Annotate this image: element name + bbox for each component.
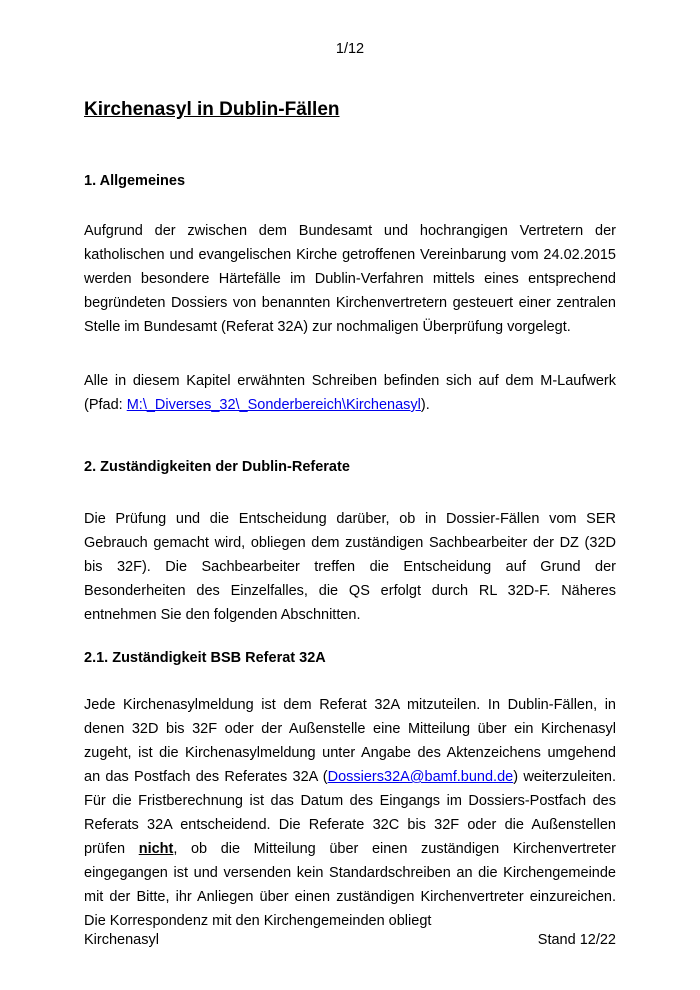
path-link[interactable]: M:\_Diverses_32\_Sonderbereich\Kirchenasyl bbox=[126, 397, 421, 413]
section-2-1-text-2: ) weiterzuleiten. Für die Fristberechnung ist das Datum des Eingangs im Dossiers-Postfach des Referats 32A entscheidend. Die Referate 32C bis 32F oder die Außenstellen prüfen bbox=[84, 769, 617, 857]
section-2-paragraph-1: Die Prüfung und die Entscheidung darüber, ob in Dossier-Fällen vom SER Gebrauch gemacht wird, obliegen dem zuständigen Sachbearbeiter der DZ (32D bis 32F). Die Sachbearbeiter treffen die Entscheidung auf Grund der Besonderheiten des Einzelfalles, die QS erfolgt durch RL 32D-F. Näheres entnehmen Sie den folgenden Abschnitten. bbox=[84, 511, 616, 623]
section-1-paragraph-1: Aufgrund der zwischen dem Bundesamt und hochrangigen Vertretern der katholischen und evangelischen Kirche getroffenen Vereinbarung vom 24.02.2015 werden besondere Härtefälle im Dublin-Verfahren mittels eines entsprechend begründeten Dossiers von benannten Kirchenvertretern gesteuert einer zentralen Stelle im Bundesamt (Referat 32A) zur nochmaligen Überprüfung vorgelegt. bbox=[84, 223, 616, 335]
document-title: Kirchenasyl in Dublin-Fällen bbox=[84, 99, 340, 120]
section-1-title: . Allgemeines bbox=[92, 173, 186, 189]
footer-left: Kirchenasyl bbox=[84, 932, 159, 948]
path-outro-text: ). bbox=[420, 397, 430, 413]
emphasis-nicht: nicht bbox=[138, 841, 174, 857]
footer-right: Stand 12/22 bbox=[537, 932, 616, 948]
section-1-number: 1 bbox=[84, 173, 93, 189]
section-2-1-text-1: Jede Kirchenasylmeldung ist dem Referat 32A mitzuteilen. In Dublin-Fällen, in denen 32D bis 32F oder der Außenstelle eine Mitteilung über ein Kirchenasyl zugeht, ist die Kirchenasylmeldung unter Angabe des Aktenzeichens umgehend an das Postfach des Referates 32A ( bbox=[84, 697, 616, 785]
email-link[interactable]: Dossiers32A@bamf.bund.de bbox=[327, 769, 514, 785]
section-2-1-heading: 2.1. Zuständigkeit BSB Referat 32A bbox=[84, 650, 326, 666]
path-intro-text: Alle in diesem Kapitel erwähnten Schreiben befinden sich auf dem M-Laufwerk (Pfad: bbox=[84, 373, 616, 413]
section-2-1-text-3: , ob die Mitteilung über einen zuständigen Kirchenvertreter eingegangen ist und versenden kein Standardschreiben an die Kirchengemeinde mit der Bitte, ihr Anliegen über einen zuständigen Kirchenvertreter einzureichen. Die Korrespondenz mit den Kirchengemeinden obliegt bbox=[84, 841, 616, 929]
section-2-heading: 2. Zuständigkeiten der Dublin-Referate bbox=[84, 459, 350, 475]
page-number: 1/12 bbox=[335, 41, 365, 57]
section-1-paragraph-2 bbox=[84, 369, 616, 417]
section-1-heading bbox=[84, 173, 185, 189]
section-2-1-paragraph bbox=[84, 693, 616, 933]
